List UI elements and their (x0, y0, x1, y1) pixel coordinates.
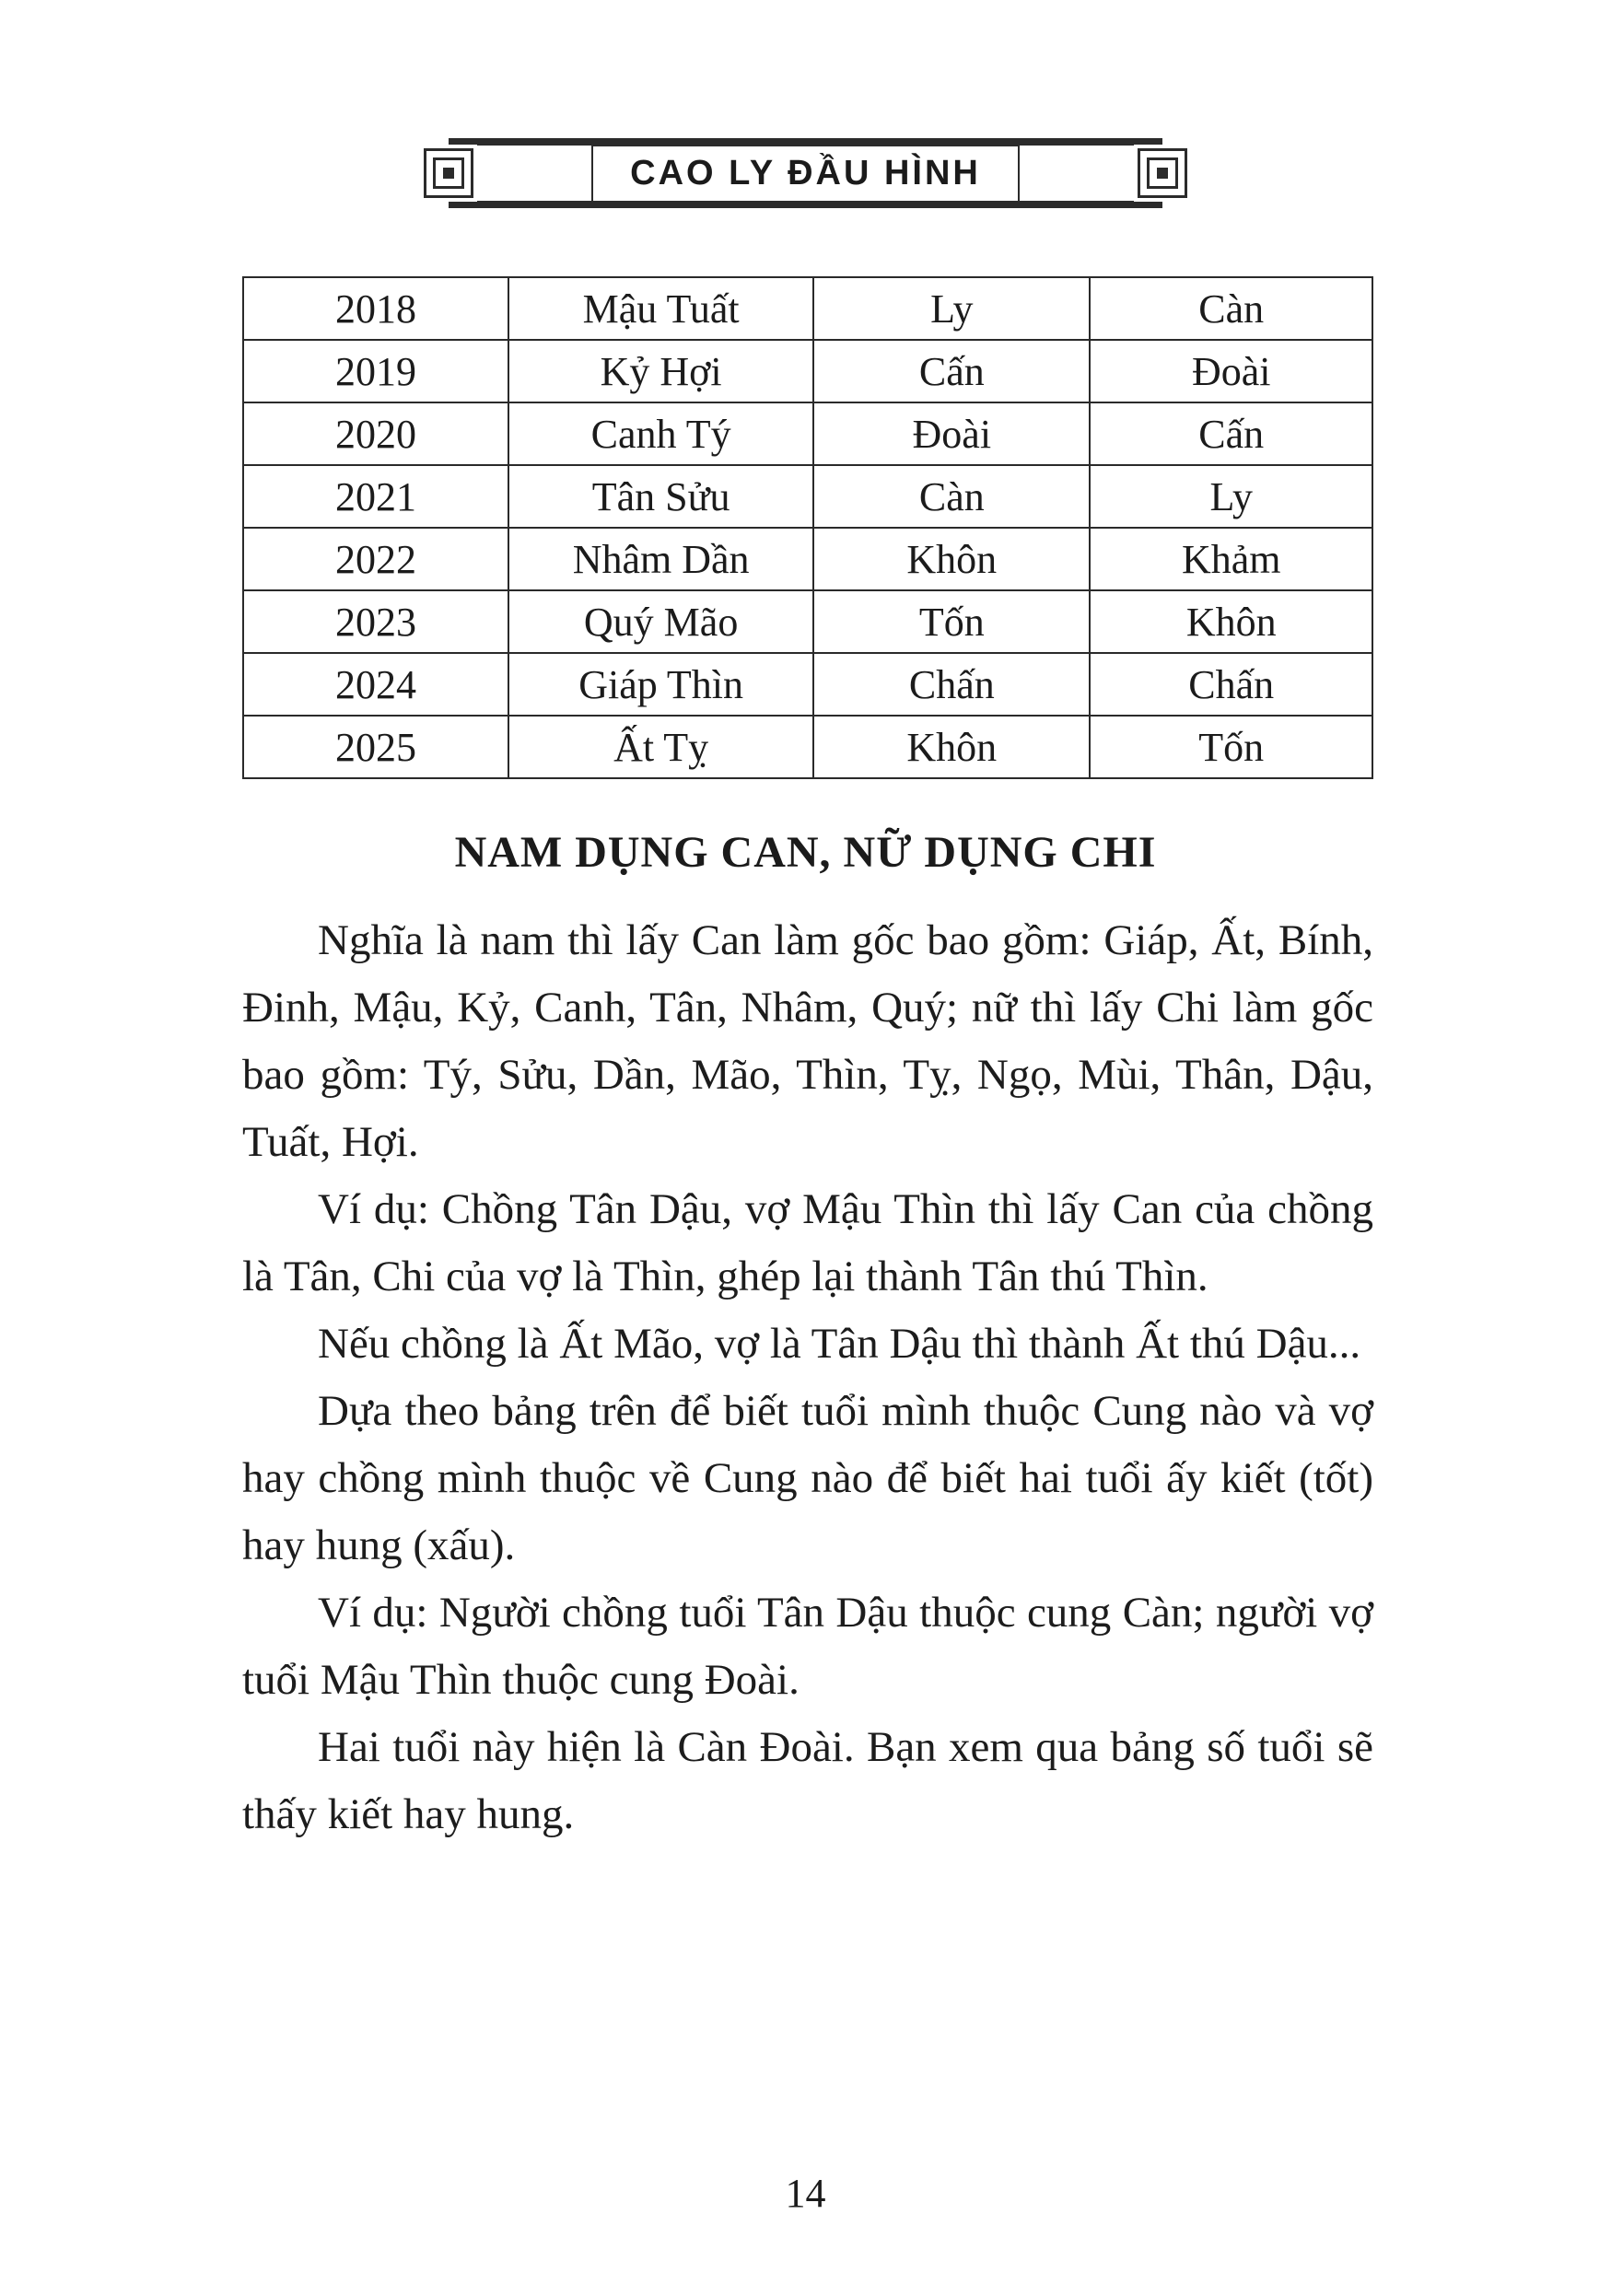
page-number: 14 (785, 2171, 826, 2216)
paragraph: Nghĩa là nam thì lấy Can làm gốc bao gồm: Giáp, Ất, Bính, Đinh, Mậu, Kỷ, Canh, Tân, Nhâm, Quý; nữ thì lấy Chi làm gốc bao gồm: Tý, Sửu, Dần, Mão, Thìn, Tỵ, Ngọ, Mùi, Thân, Dậu, Tuất, Hợi. (242, 916, 1373, 1166)
canchi-cell: Quý Mão (508, 590, 813, 653)
table-row (243, 277, 1372, 340)
cung-nam-cell: Khôn (813, 716, 1090, 778)
year-cell: 2022 (243, 528, 508, 590)
years-cung-table (242, 276, 1373, 779)
paragraph: Ví dụ: Chồng Tân Dậu, vợ Mậu Thìn thì lấy Can của chồng là Tân, Chi của vợ là Thìn, ghép lại thành Tân thú Thìn. (242, 1185, 1373, 1300)
cung-nu-cell: Tốn (1090, 716, 1372, 778)
page-header (0, 138, 1611, 208)
cung-nu-cell: Chấn (1090, 653, 1372, 716)
cung-nam-cell: Cấn (813, 340, 1090, 402)
body-text (242, 907, 1373, 1848)
page-title: CAO LY ĐẦU HÌNH (591, 145, 1020, 203)
canchi-cell: Mậu Tuất (508, 277, 813, 340)
year-cell: 2020 (243, 402, 508, 465)
cung-nu-cell: Đoài (1090, 340, 1372, 402)
cung-nam-cell: Chấn (813, 653, 1090, 716)
cung-nam-cell: Càn (813, 465, 1090, 528)
paragraph: Hai tuổi này hiện là Càn Đoài. Bạn xem qua bảng số tuổi sẽ thấy kiết hay hung. (242, 1723, 1373, 1838)
table-row (243, 402, 1372, 465)
year-cell: 2018 (243, 277, 508, 340)
paragraph: Dựa theo bảng trên để biết tuổi mình thuộc Cung nào và vợ hay chồng mình thuộc về Cung nào để biết hai tuổi ấy kiết (tốt) hay hung (xấu). (242, 1387, 1373, 1569)
header-frame (449, 138, 1162, 208)
table-row (243, 716, 1372, 778)
cung-nu-cell: Khôn (1090, 590, 1372, 653)
cung-nam-cell: Tốn (813, 590, 1090, 653)
paragraph: Ví dụ: Người chồng tuổi Tân Dậu thuộc cung Càn; người vợ tuổi Mậu Thìn thuộc cung Đoài. (242, 1589, 1373, 1704)
corner-ornament-left-icon (420, 145, 477, 202)
cung-nu-cell: Cấn (1090, 402, 1372, 465)
year-cell: 2021 (243, 465, 508, 528)
canchi-cell: Tân Sửu (508, 465, 813, 528)
table-row (243, 340, 1372, 402)
canchi-cell: Canh Tý (508, 402, 813, 465)
canchi-cell: Ất Tỵ (508, 716, 813, 778)
table-row (243, 528, 1372, 590)
canchi-cell: Giáp Thìn (508, 653, 813, 716)
canchi-cell: Kỷ Hợi (508, 340, 813, 402)
cung-nu-cell: Càn (1090, 277, 1372, 340)
year-cell: 2024 (243, 653, 508, 716)
section-heading: NAM DỤNG CAN, NỮ DỤNG CHI (454, 828, 1157, 877)
canchi-cell: Nhâm Dần (508, 528, 813, 590)
cung-nam-cell: Ly (813, 277, 1090, 340)
paragraph: Nếu chồng là Ất Mão, vợ là Tân Dậu thì thành Ất thú Dậu... (318, 1320, 1361, 1368)
cung-nu-cell: Khảm (1090, 528, 1372, 590)
cung-nam-cell: Đoài (813, 402, 1090, 465)
year-cell: 2023 (243, 590, 508, 653)
year-cell: 2019 (243, 340, 508, 402)
cung-nu-cell: Ly (1090, 465, 1372, 528)
corner-ornament-right-icon (1134, 145, 1191, 202)
year-cell: 2025 (243, 716, 508, 778)
table-row (243, 465, 1372, 528)
cung-nam-cell: Khôn (813, 528, 1090, 590)
table-row (243, 590, 1372, 653)
table-row (243, 653, 1372, 716)
